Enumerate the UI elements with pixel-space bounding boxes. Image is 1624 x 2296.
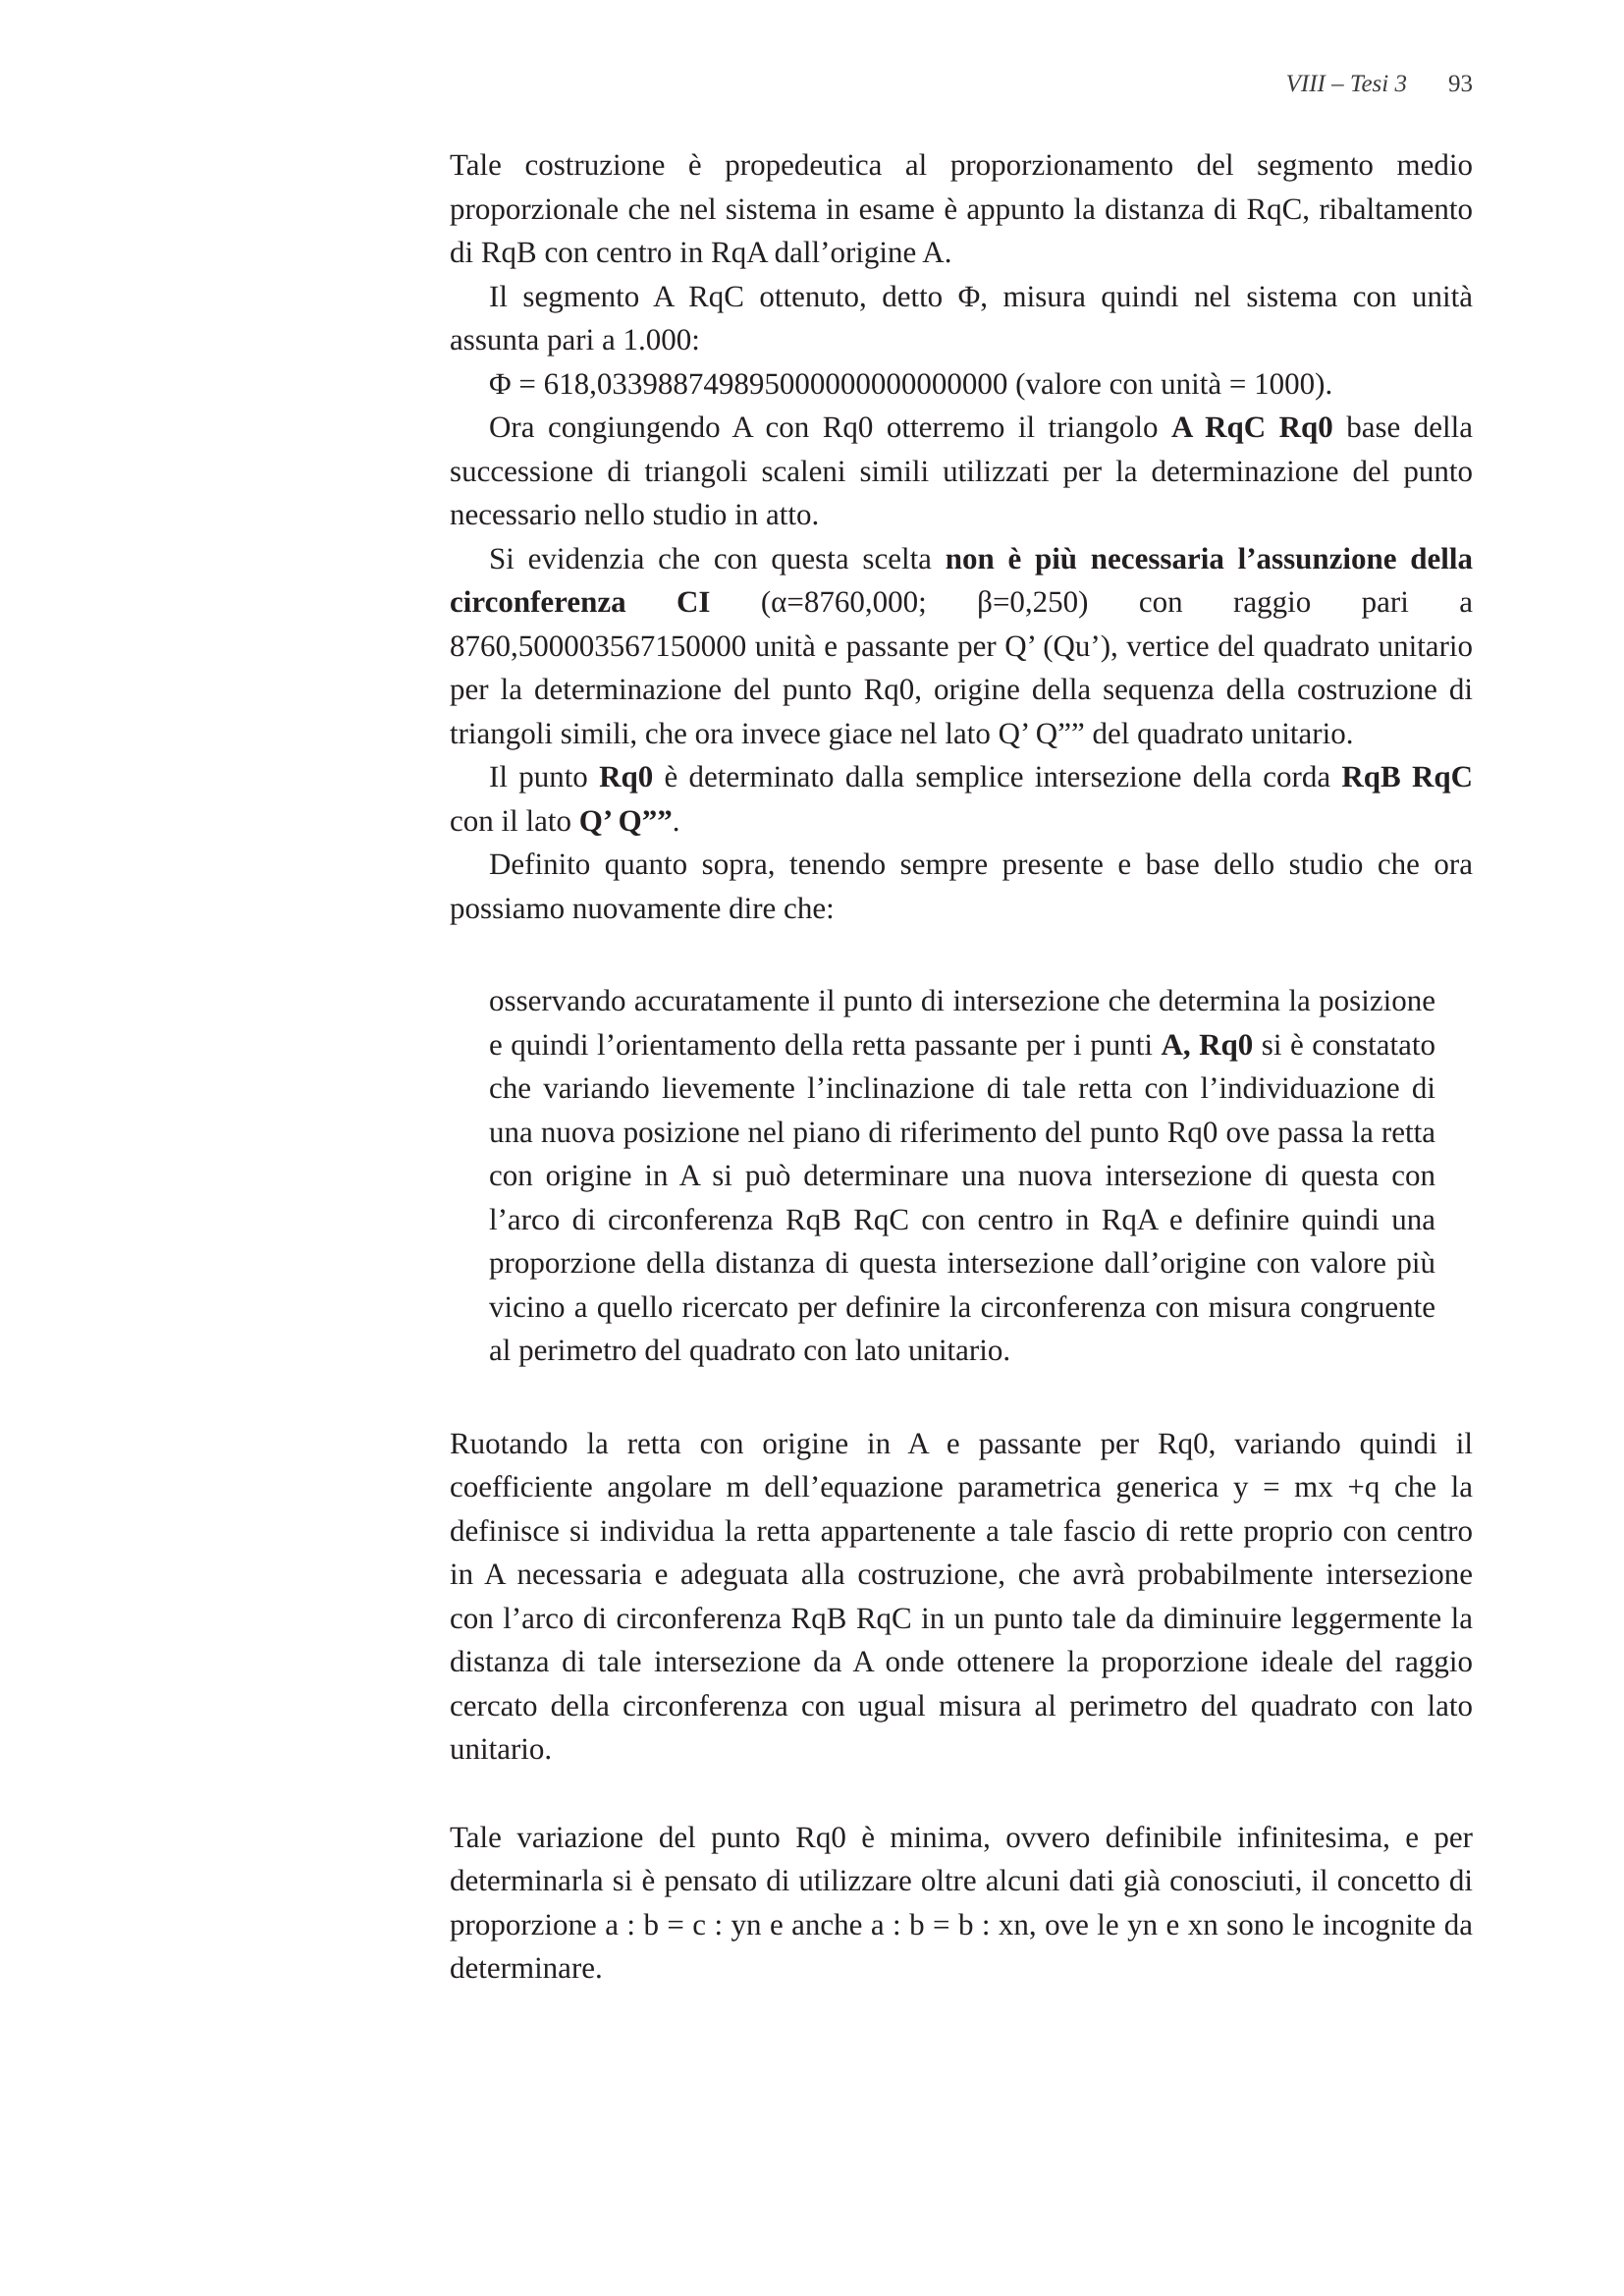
paragraph-5-bold-side: Q’ Q”” <box>578 802 673 838</box>
paragraph-5-text-e: con il lato <box>450 802 579 838</box>
paragraph-4 <box>450 537 1473 756</box>
paragraph-5-bold-rq0: Rq0 <box>599 759 654 793</box>
paragraph-5-bold-chord: RqB RqC <box>1341 759 1473 793</box>
paragraph-3-text-a: Ora congiungendo A con Rq0 otterremo il triangolo <box>489 410 1171 444</box>
paragraph-3-bold: A RqC Rq0 <box>1170 410 1333 444</box>
paragraph-7: Ruotando la retta con origine in A e passante per Rq0, variando quindi il coefficiente angolare m dell’equazione parametrica generica y = mx +q che la definisce si individua la retta appartenente a tale fascio di rette proprio con centro in A necessaria e adeguata alla costruzione, che avrà probabilmente intersezione con l’arco di circonferenza RqB RqC in un punto tale da diminuire leggermente la distanza di tale intersezione da A onde ottenere la proporzione ideale del raggio cercato della circonferenza con ugual misura al perimetro del quadrato con lato unitario. <box>450 1425 1473 1766</box>
paragraph-3 <box>450 406 1473 537</box>
paragraph-5-text-a: Il punto <box>489 759 600 793</box>
block-quote-bold: A, Rq0 <box>1161 1026 1254 1062</box>
paragraph-5-text-g: . <box>672 802 680 838</box>
paragraph-4-text-a: Si evidenzia che con questa scelta <box>489 540 946 575</box>
paragraph-5-text-c: è determinato dalla semplice intersezione della corda <box>653 759 1342 793</box>
block-quote-text-a: osservando accuratamente il punto di intersezione che determina la posizione e quindi l’orientamento della retta passante per i punti <box>489 983 1435 1062</box>
paragraph-8: Tale variazione del punto Rq0 è minima, ovvero definibile infinitesima, e per determinarla si è pensato di utilizzare oltre alcuni dati già conosciuti, il concetto di proporzione a : b = c : yn e anche a : b = b : xn, ove le yn e xn sono le incognite da determinare. <box>450 1819 1473 1985</box>
paragraph-5 <box>450 755 1473 843</box>
paragraph-1: Tale costruzione è propedeutica al proporzionamento del segmento medio proporzionale che nel sistema in esame è appunto la distanza di RqC, ribaltamento di RqB con centro in RqA dall’origine A. <box>450 147 1473 269</box>
paragraph-2: Il segmento A RqC ottenuto, detto Φ, misura quindi nel sistema con unità assunta pari a 1.000: <box>450 278 1473 356</box>
formula-phi: Φ = 618,033988749895000000000000000 (valore con unità = 1000). <box>489 365 1333 401</box>
running-header-section: VIII – Tesi 3 <box>1285 71 1407 97</box>
page-body <box>450 143 1473 1991</box>
paragraph-3-text-c: base della successione di triangoli scaleni simili utilizzati per la determinazione del punto necessario nello studio in atto. <box>450 410 1474 531</box>
paragraph-4-text-c: (α=8760,000; β=0,250) con raggio pari a 8760,500003567150000 unità e passante per Q’ (Qu’), vertice del quadrato unitario per la determinazione del punto Rq0, origine della sequenza della costruzione di triangoli simili, che ora invece giace nel lato Q’ Q”” del quadrato unitario. <box>450 584 1473 750</box>
page-number: 93 <box>1448 71 1473 97</box>
paragraph-4-bold: non è più necessaria l’assunzione della circonferenza CI <box>450 540 1473 619</box>
block-quote <box>489 979 1435 1373</box>
running-header <box>1286 71 1473 98</box>
block-quote-text-c: si è constatato che variando lievemente l’inclinazione di tale retta con l’individuazione di una nuova posizione nel piano di riferimento del punto Rq0 ove passa la retta con origine in A si può determinare una nuova intersezione di questa con l’arco di circonferenza RqB RqC con centro in RqA e definire quindi una proporzione della distanza di questa intersezione dall’origine con valore più vicino a quello ricercato per definire la circonferenza con misura congruente al perimetro del quadrato con lato unitario. <box>489 1026 1435 1367</box>
paragraph-6: Definito quanto sopra, tenendo sempre presente e base dello studio che ora possiamo nuovamente dire che: <box>450 847 1473 925</box>
